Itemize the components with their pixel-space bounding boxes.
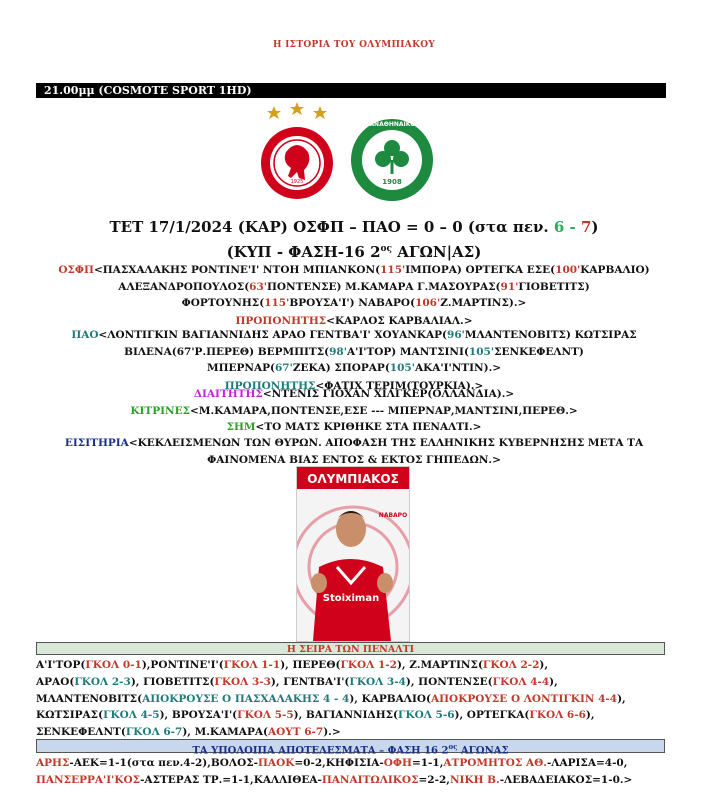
lineup-text: ΠΟΝΤΕΝΣΕ) Μ.ΚΑΜΑΡΑ Γ.ΜΑΣΟΥΡΑΣ( <box>267 280 501 293</box>
score-text: ΤΕΤ 17/1/2024 (ΚΑΡ) ΟΣΦΠ – ΠΑΟ = 0 – 0 (στα πεν. <box>109 218 554 236</box>
lineup-text: ΒΙΛΕΝΑ(67'Ρ.ΠΕΡΕΘ) ΒΕΡΜΠΙΤΣ( <box>124 345 330 358</box>
lineup-text: ΜΠΕΡΝΑΡ( <box>206 362 275 374</box>
penalties-row: ΜΛΑΝΤΕΝΟΒΙΤΣ(ΑΠΟΚΡΟΥΣΕ Ο ΠΑΣΧΑΛΑΚΗΣ 4 - 4), ΚΑΡΒΑΛΙΟ(ΑΠΟΚΡΟΥΣΕ Ο ΛΟΝΤΙΓΚΙΝ 4-4), <box>36 692 626 705</box>
referee-text: <ΝΤΕΝΙΣ ΓΙΟΧΑΝ ΧΙΛΓΚΕΡ(ΟΛΛΑΝΔΙΑ).> <box>262 388 515 400</box>
penalties-list <box>36 657 676 741</box>
svg-text:ΠΑΝΑΘΗΝΑΪΚΟΣ: ΠΑΝΑΘΗΝΑΪΚΟΣ <box>364 121 420 128</box>
headline-line-2 <box>0 238 708 263</box>
osfp-label: ΟΣΦΠ <box>58 264 94 276</box>
svg-text:1908: 1908 <box>382 178 402 186</box>
osfp-coach-label: ΠΡΟΠΟΝΗΤΗΣ <box>235 314 327 327</box>
sub-minute: 106' <box>415 297 441 309</box>
results-row: ΠΑΝΣΕΡΡΑ'Ι'ΚΟΣ-ΑΣΤΕΡΑΣ ΤΡ.=1-1,ΚΑΛΛΙΘΕΑ-ΠΑΝΑΙΤΩΛΙΚΟΣ=2-2,ΝΙΚΗ Β.-ΛΕΒΑΔΕΙΑΚΟΣ=1-0.> <box>36 773 633 786</box>
yellow-cards-label: ΚΙΤΡΙΝΕΣ <box>130 405 191 417</box>
round-end: ΑΣ) <box>452 243 482 261</box>
headline-close: ) <box>591 218 599 236</box>
svg-text:Stoiximan: Stoiximan <box>322 593 380 604</box>
osfp-coach: <ΚΑΡΛΟΣ ΚΑΡΒΑΛΙΑΛ.> <box>326 314 473 327</box>
yellow-cards-text: <Μ.ΚΑΜΑΡΑ,ΠΟΝΤΕΝΣΕ,ΕΣΕ --- ΜΠΕΡΝΑΡ,ΜΑΝΤΣΙΝΙ,ΠΕΡΕΘ.> <box>190 405 578 417</box>
yellow-cards-line <box>20 403 688 420</box>
tickets-label: ΕΙΣΙΤΗΡΙΑ <box>64 437 129 449</box>
match-headline <box>0 216 708 263</box>
lineup-text: Ζ.ΜΑΡΤΙΝΣ).> <box>440 297 527 309</box>
round-post: ΑΓΩΝ <box>392 243 447 261</box>
svg-text:ΟΛΥΜΠΙΑΚΟΣ: ΟΛΥΜΠΙΑΚΟΣ <box>307 472 399 486</box>
stars-icon <box>267 102 327 119</box>
round-sup: ος <box>380 244 392 254</box>
sub-minute: 115' <box>264 297 290 309</box>
referee-line <box>20 386 688 403</box>
tickets-text: <ΚΕΚΛΕΙΣΜΕΝΩΝ ΤΩΝ ΘΥΡΩΝ. ΑΠΟΦΑΣΗ ΤΗΣ ΕΛΛΗΝΙΚΗΣ ΚΥΒΕΡΝΗΣΗΣ ΜΕΤΑ ΤΑ <box>128 437 644 449</box>
penalty-away: 7 <box>580 218 592 236</box>
pao-coach-label: ΠΡΟΠΟΝΗΤΗΣ <box>224 379 316 392</box>
lineup-text: ΜΛΑΝΤΕΝΟΒΙΤΣ) ΚΩΤΣΙΡΑΣ <box>464 329 637 341</box>
round-text: (ΚΥΠ - ΦΑΣΗ-16 2 <box>226 243 381 261</box>
lineup-text: ΖΕΚΑ) ΣΠΟΡΑΡ( <box>292 362 390 374</box>
sub-minute: 98' <box>329 345 347 358</box>
sub-minute: 115' <box>380 264 406 276</box>
lineup-text: <ΠΑΣΧΑΛΑΚΗΣ ΡΟΝΤΙΝΕ'Ι' ΝΤΟΗ ΜΠΙΑΝΚΟΝ( <box>93 264 381 276</box>
panathinaikos-logo <box>350 116 434 204</box>
penalties-row: ΚΩΤΣΙΡΑΣ(ΓΚΟΛ 4-5), ΒΡΟΥΣΑ'Ι'(ΓΚΟΛ 5-5), ΒΑΓΙΑΝΝΙΔΗΣ(ΓΚΟΛ 5-6), ΟΡΤΕΓΚΑ(ΓΚΟΛ 6-6), <box>36 709 595 722</box>
lineup-text: <ΛΟΝΤΙΓΚΙΝ ΒΑΓΙΑΝΝΙΔΗΣ ΑΡΑΟ ΓΕΝΤΒΑ'Ι' ΧΟΥΑΝΚΑΡ( <box>98 329 448 341</box>
lineup-text: ΓΙΟΒΕΤΙΤΣ) <box>518 280 590 293</box>
note-label: ΣΗΜ <box>226 421 256 433</box>
svg-text:ΝΑΒΑΡΟ: ΝΑΒΑΡΟ <box>378 512 408 519</box>
sub-minute: 105' <box>389 362 415 374</box>
results-list <box>36 755 676 788</box>
lineup-text: ΙΜΠΟΡΑ) ΟΡΤΕΓΚΑ ΕΣΕ( <box>405 264 556 276</box>
pao-label: ΠΑΟ <box>71 329 99 341</box>
sub-minute: 63' <box>249 280 267 293</box>
sub-minute: 100' <box>555 264 581 276</box>
results-row: ΑΡΗΣ-ΑΕΚ=1-1(στα πεν.4-2),ΒΟΛΟΣ-ΠΑΟΚ=0-2,ΚΗΦΙΣΙΑ-ΟΦΗ=1-1,ΑΤΡΟΜΗΤΟΣ ΑΘ.-ΛΑΡΙΣΑ=4-0, <box>36 757 628 769</box>
lineup-text: ΒΡΟΥΣΑ'Ι') ΝΑΒΑΡΟ( <box>289 297 416 309</box>
osfp-lineup <box>20 262 688 329</box>
tickets-text-2: ΦΑΙΝΟΜΕΝΑ ΒΙΑΣ ΕΝΤΟΣ & ΕΚΤΟΣ ΓΗΠΕΔΩΝ.> <box>207 453 501 466</box>
referee-label: ΔΙΑΙΤΗΤΗΣ <box>193 388 263 400</box>
sub-minute: 96' <box>447 329 465 341</box>
sub-minute: 91' <box>500 280 519 293</box>
penalties-header: Η ΣΕΙΡΑ ΤΩΝ ΠΕΝΑΛΤΙ <box>36 642 665 655</box>
svg-text:1925: 1925 <box>290 179 304 185</box>
lineup-text: ΚΑΡΒΑΛΙΟ) <box>580 264 650 276</box>
penalty-home: 6 <box>553 218 565 236</box>
text-cursor: | <box>446 243 453 261</box>
pao-lineup <box>20 327 688 394</box>
lineup-text: ΑΚΑ'Ι'ΝΤΙΝ).> <box>414 362 502 374</box>
magazine-cover-art <box>297 467 409 641</box>
sub-minute: 67' <box>275 362 293 374</box>
olympiacos-logo <box>258 100 336 205</box>
note-text: <ΤΟ ΜΑΤΣ ΚΡΙΘΗΚΕ ΣΤΑ ΠΕΝΑΛΤΙ.> <box>255 421 482 433</box>
penalties-row: Α'Ι'ΤΟΡ(ΓΚΟΛ 0-1),ΡΟΝΤΙΝΕ'Ι'(ΓΚΟΛ 1-1), ΠΕΡΕΘ(ΓΚΟΛ 1-2), Ζ.ΜΑΡΤΙΝΣ(ΓΚΟΛ 2-2), <box>36 659 549 671</box>
magazine-cover <box>296 466 410 642</box>
note-line <box>20 419 688 436</box>
lineup-text: ΦΟΡΤΟΥΝΗΣ( <box>181 297 265 309</box>
penalties-row: ΑΡΑΟ(ΓΚΟΛ 2-3), ΓΙΟΒΕΤΙΤΣ(ΓΚΟΛ 3-3), ΓΕΝΤΒΑ'Ι'(ΓΚΟΛ 3-4), ΠΟΝΤΕΝΣΕ(ΓΚΟΛ 4-4), <box>36 675 558 688</box>
pao-coach: <ΦΑΤΙΧ ΤΕΡΙΜ(ΤΟΥΡΚΙΑ).> <box>315 379 484 392</box>
results-header: ΤΑ ΥΠΟΛΟΙΠΑ ΑΠΟΤΕΛΕΣΜΑΤΑ – ΦΑΣΗ 16 $2^{o\varsigma}$ ΑΓΩΝΑΣ <box>36 739 665 753</box>
lineup-text: ΑΛΕΞΑΝΔΡΟΠΟΥΛΟΣ( <box>118 280 250 293</box>
tickets-block <box>20 435 688 468</box>
headline-line-1 <box>0 216 708 238</box>
lineup-text: ΣΕΝΚΕΦΕΛΝΤ) <box>494 345 584 358</box>
penalties-row: ΣΕΝΚΕΦΕΛΝΤ(ΓΚΟΛ 6-7), Μ.ΚΑΜΑΡΑ(ΑΟΥΤ 6-7).> <box>36 726 341 739</box>
page-title: Η ΙΣΤΟΡΙΑ ΤΟΥ ΟΛΥΜΠΙΑΚΟΥ <box>272 40 436 50</box>
broadcast-bar: 21.00μμ (COSMOTE SPORT 1HD) <box>36 83 666 98</box>
lineup-text: Α'Ι'ΤΟΡ) ΜΑΝΤΣΙΝΙ( <box>346 345 469 358</box>
sub-minute: 105' <box>468 345 495 358</box>
penalty-sep: - <box>564 218 581 236</box>
